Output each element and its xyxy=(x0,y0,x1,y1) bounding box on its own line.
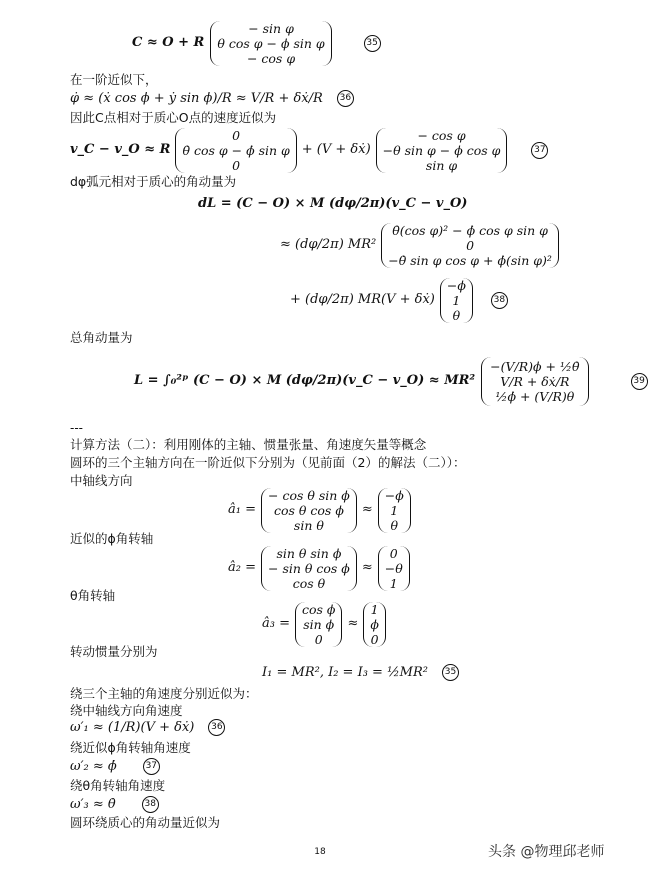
matrix-v2: − cos φ −θ sin φ − ϕ cos φ sin φ xyxy=(376,128,508,173)
equation-inertia: I₁ = MR², I₂ = I₃ = ½MR² 35 xyxy=(262,664,459,681)
equation-a3: â₃ = cos ϕ sin ϕ 0 ≈ 1 ϕ 0 xyxy=(262,600,386,648)
text-line: 计算方法（二）：利用刚体的主轴、惯量张量、角速度矢量等概念 xyxy=(70,437,427,452)
equation-a1: â₁ = − cos θ sin ϕ cos θ cos ϕ sin θ ≈ −ϕ 1 θ xyxy=(228,486,411,534)
equation-c: C ≈ O + R − sin φ θ cos φ − ϕ sin φ − cos φ 35 xyxy=(132,18,381,68)
matrix-a3-approx: 1 ϕ 0 xyxy=(363,602,386,647)
text-line: 因此C点相对于质心O点的速度近似为 xyxy=(70,110,277,125)
matrix-a1-approx: −ϕ 1 θ xyxy=(378,488,411,533)
equation-tag: 35 xyxy=(364,35,381,52)
equation-tag: 38 xyxy=(491,292,508,309)
text-line: 近似的ϕ角转轴 xyxy=(70,531,154,546)
text-line: 绕三个主轴的角速度分别近似为： xyxy=(70,686,258,701)
equation-tag: 37 xyxy=(143,758,160,775)
text-line: dφ弧元相对于质心的角动量为 xyxy=(70,174,237,189)
equation-a2: â₂ = sin θ sin ϕ − sin θ cos ϕ cos θ ≈ 0 −θ 1 xyxy=(228,544,410,592)
matrix-c: − sin φ θ cos φ − ϕ sin φ − cos φ xyxy=(210,21,331,66)
equation-tag: 39 xyxy=(631,373,648,390)
equation-tag: 38 xyxy=(142,796,159,813)
separator: --- xyxy=(70,421,83,435)
watermark: 头条 @物理邱老师 xyxy=(488,844,605,860)
matrix-l: −(V/R)ϕ + ½θ̇ V/R + δẋ/R ½ϕ̇ + (V/R)θ xyxy=(481,357,588,406)
equation-dl: dL = (C − O) × M (dφ/2π)(v_C − v_O) xyxy=(198,196,468,211)
text-line: 绕θ角转轴角速度 xyxy=(70,778,166,793)
equation-omega-1: ω′₁ ≈ (1/R)(V + δẋ) 36 xyxy=(70,719,225,736)
equation-omega-2: ω′₂ ≈ ϕ̇ 37 xyxy=(70,758,160,775)
equation-omega-3: ω′₃ ≈ θ̇ 38 xyxy=(70,796,159,813)
equation-velocity: v_C − v_O ≈ R 0 θ̇ cos φ − ϕ̇ sin φ 0 + (V + δẋ) − cos φ −θ sin φ − ϕ cos φ sin φ 37 xyxy=(70,126,548,174)
text-line: 圆环绕质心的角动量近似为 xyxy=(70,815,221,830)
equation-dl-2: ≈ (dφ/2π) MR² θ̇(cos φ)² − ϕ̇ cos φ sin φ 0 −θ̇ sin φ cos φ + ϕ̇(sin φ)² xyxy=(280,218,559,272)
text-line: 在一阶近似下， xyxy=(70,72,158,87)
matrix-a1: − cos θ sin ϕ cos θ cos ϕ sin θ xyxy=(261,488,357,533)
matrix-a2-approx: 0 −θ 1 xyxy=(378,546,410,591)
equation-total-l: L = ∫₀²ᵖ (C − O) × M (dφ/2π)(v_C − v_O) ≈ MR² −(V/R)ϕ + ½θ̇ V/R + δẋ/R ½ϕ̇ + (V/R)θ 39 xyxy=(134,346,648,416)
page-number: 18 xyxy=(314,847,326,857)
text-line: 总角动量为 xyxy=(70,330,133,345)
text-line: 绕近似ϕ角转轴角速度 xyxy=(70,740,191,755)
matrix-dl: θ̇(cos φ)² − ϕ̇ cos φ sin φ 0 −θ̇ sin φ cos φ + ϕ̇(sin φ)² xyxy=(381,223,559,268)
matrix-a3: cos ϕ sin ϕ 0 xyxy=(295,602,342,647)
equation-tag: 35 xyxy=(442,664,459,681)
equation-tag: 36 xyxy=(337,90,354,107)
matrix-a2: sin θ sin ϕ − sin θ cos ϕ cos θ xyxy=(261,546,357,591)
text-line: 绕中轴线方向角速度 xyxy=(70,703,183,718)
equation-tag: 37 xyxy=(531,142,548,159)
text-line: 转动惯量分别为 xyxy=(70,644,158,659)
text-line: 中轴线方向 xyxy=(70,473,133,488)
matrix-dl3: −ϕ 1 θ xyxy=(440,278,473,323)
text-line: θ角转轴 xyxy=(70,588,116,603)
equation-dl-3: + (dφ/2π) MR(V + δẋ) −ϕ 1 θ 38 xyxy=(290,276,508,324)
text-line: 圆环的三个主轴方向在一阶近似下分别为（见前面（2）的解法（二））： xyxy=(70,455,466,470)
matrix-v1: 0 θ̇ cos φ − ϕ̇ sin φ 0 xyxy=(175,128,296,173)
equation-tag: 36 xyxy=(208,719,225,736)
equation-phi: φ̇ ≈ (ẋ cos ϕ + ẏ sin ϕ)/R ≈ V/R + δẋ/R 36 xyxy=(70,90,354,107)
